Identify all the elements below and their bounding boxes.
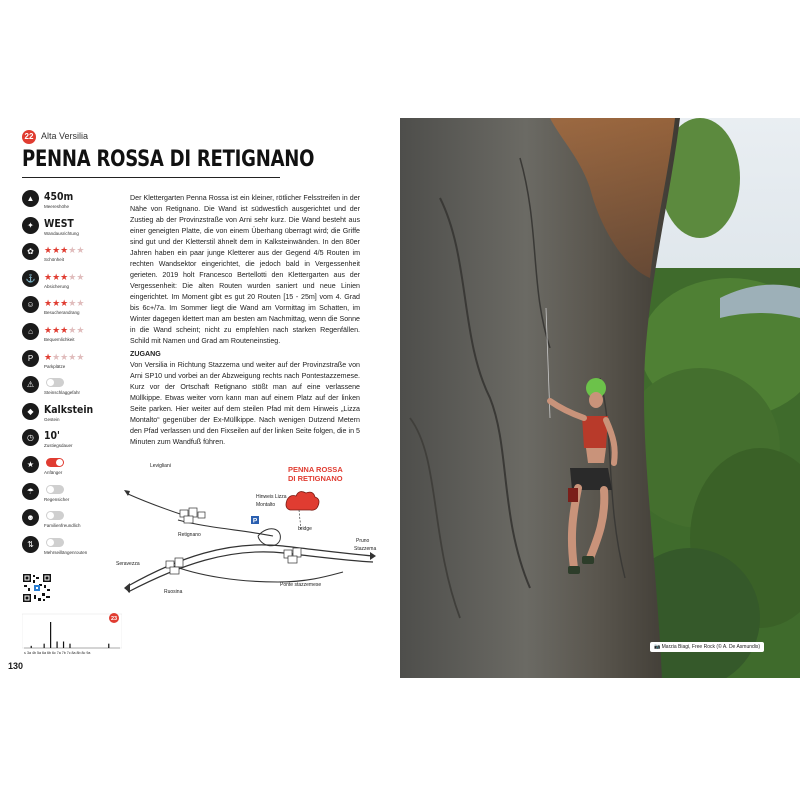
star-empty-icon: ★ (76, 298, 85, 309)
star-filled-icon: ★ (60, 245, 69, 256)
info-label: Familienfreundlich (44, 523, 81, 529)
info-row-steinschlaggefahr (22, 376, 122, 402)
info-row-besucherandrang (22, 296, 122, 322)
star-filled-icon: ★ (60, 325, 69, 335)
rockfall-icon: ⚠ (22, 376, 39, 393)
info-label: Gestein (44, 416, 60, 422)
climber-waist (586, 448, 606, 463)
info-label: Wandausrichtung (44, 230, 79, 236)
star-filled-icon: ★ (44, 271, 53, 282)
qr-code[interactable] (22, 573, 52, 603)
star-empty-icon: ★ (76, 351, 85, 362)
info-label: Regensicher (44, 496, 70, 502)
star-filled-icon: ★ (52, 245, 61, 256)
clock-icon: ◷ (22, 429, 39, 446)
photo-caption (650, 642, 764, 652)
star-rating (44, 325, 84, 336)
star-filled-icon: ★ (44, 298, 53, 309)
map-crag-label-2: DI RETIGNANO (288, 474, 343, 483)
info-label: Anfänger (44, 470, 63, 475)
protection-icon: ⚓ (22, 270, 39, 287)
section-number-badge: 22 (22, 130, 36, 144)
camera-icon: 📷 (654, 644, 662, 650)
star-empty-icon: ★ (68, 245, 77, 256)
chart-frame (22, 614, 122, 648)
road-main-2 (128, 552, 373, 592)
climber-head (589, 392, 603, 408)
map-crag-label-1: PENNA ROSSA (288, 465, 343, 474)
map-label-leviglioni: Levigliani (150, 463, 171, 469)
multipitch-icon: ⇅ (22, 536, 39, 553)
chart-tick-labels: ≤ 3a 4b 5a 6a 6b 6c 7a 7b 7c 8a 8b 8c 9a (24, 651, 91, 655)
star-empty-icon: ★ (52, 351, 61, 362)
page-title: PENNA ROSSA DI RETIGNANO (22, 147, 315, 172)
info-label: Schönheit (44, 257, 65, 263)
star-rating (44, 352, 84, 363)
info-label: Absicherung (44, 283, 70, 289)
toggle-indicator (46, 485, 64, 494)
star-filled-icon: ★ (44, 325, 53, 335)
info-label: Parkplätze (44, 363, 66, 369)
crag-marker-icon (286, 492, 319, 511)
climbing-shoe-right (582, 556, 594, 564)
village-ponte-icon (284, 548, 301, 563)
village-retignano-icon (180, 508, 205, 523)
gear-loop (568, 488, 578, 502)
title-divider (22, 177, 280, 178)
map-label-hinweis-1: Hinweis Lizza (256, 494, 287, 500)
info-label: Steinschlaggefahr (44, 390, 81, 396)
toggle-indicator (46, 458, 64, 467)
star-filled-icon: ★ (52, 298, 61, 309)
family-icon: ☻ (22, 509, 39, 526)
star-empty-icon: ★ (76, 245, 85, 256)
toggle-indicator (46, 378, 64, 387)
parking-icon: P (22, 350, 39, 367)
star-filled-icon: ★ (44, 245, 53, 256)
rock-icon: ◆ (22, 403, 39, 420)
map-label-bridge: bridge (298, 526, 312, 532)
road-ruosina (168, 564, 343, 582)
info-value: Kalkstein (44, 402, 94, 416)
body-text (130, 193, 360, 448)
info-row-bequemlichkeit (22, 323, 122, 349)
info-row-regensicher (22, 483, 122, 509)
info-row-meereshöhe (22, 190, 122, 216)
info-row-anfänger (22, 456, 122, 482)
info-row-schönheit (22, 243, 122, 269)
map-label-ruosina: Ruosina (164, 589, 183, 595)
info-row-gestein (22, 403, 122, 429)
star-empty-icon: ★ (68, 351, 77, 362)
star-empty-icon: ★ (76, 271, 85, 282)
road-loop (258, 529, 280, 546)
info-row-absicherung (22, 270, 122, 296)
map-label-seravezza: Seravezza (116, 561, 140, 567)
star-empty-icon: ★ (76, 325, 85, 335)
info-label: Zustiegsdauer (44, 443, 73, 449)
region-label: Alta Versilia (41, 131, 89, 141)
star-filled-icon: ★ (52, 325, 61, 335)
beginner-icon: ★ (22, 456, 39, 473)
info-label: Meereshöhe (44, 204, 70, 209)
star-filled-icon: ★ (60, 298, 69, 309)
info-row-parkplätze (22, 350, 122, 376)
info-value: WEST (44, 216, 74, 230)
road-leviglioni (128, 494, 186, 516)
star-rating (44, 245, 84, 256)
info-row-mehrseillängenrouten (22, 536, 122, 562)
arrow-pruno-icon (370, 552, 376, 560)
mountain-icon: ▲ (22, 190, 39, 207)
map-label-retignano: Retignano (178, 532, 201, 538)
info-label: Mehrseillängenrouten (44, 549, 88, 555)
star-empty-icon: ★ (60, 351, 69, 362)
parking-symbol: P (252, 517, 258, 525)
map-label-pruno-2: Stazzema (354, 546, 377, 552)
beauty-icon: ✿ (22, 243, 39, 260)
description-paragraph: Der Klettergarten Penna Rossa ist ein kleiner, rötlicher Felsstreifen in der Nähe von Retignano. Die Wand ist südwestlich ausgerichtet und der Zustieg ab der Provinzstraße von Arni sehr kurz. Die Wand besteht aus einer geneigten Platte, die von einem Überhang überragt wird; die Griffe sind gut und der Kletterstil ähnelt dem in Kalksteinwänden. In den 80er Jahren haben ein paar junge Kletterer aus der Gegend 4/5 Routen im rechten Wandsektor eingerichtet, die jedoch bald in Vergessenheit gerieten. 2019 holt Francesco Bertellotti den Klettergarten aus der Vergessenheit: Die alten Routen wurden saniert und neue Linien eingerichtet. Im Moment gibt es gut 20 Routen [15 - 25m] vom 4. Grad bis 6c+/7a. Im Sommer liegt die Wand am Vormittag im Schatten, im Winter dagegen klettert man am besten am Nachmittag, wenn die Sonne in die Wand scheint; nicht zu empfehlen nach starken Regenfällen. Schild mit Namen und Grad am Routeneinstieg. (130, 194, 360, 345)
star-empty-icon: ★ (68, 325, 77, 335)
info-row-zustiegsdauer (22, 429, 122, 455)
approach-map (108, 458, 398, 603)
info-label: Bequemlichkeit (44, 337, 75, 342)
star-filled-icon: ★ (52, 271, 61, 282)
access-paragraph: Von Versilia in Richtung Stazzema und weiter auf der Provinzstraße von Arni SP10 und vorbei an der Abzweigung rechts nach Pontestazzemese. Kurz vor der Ortschaft Retignano stößt man auf eine verlassene Müllkippe. Etwas weiter vorn kann man auf einem Platz auf der linken Seite parken. Hier weiter auf dem steilen Pfad mit dem Hinweis „Lizza Montalto“ gegenüber der Ex-Müllkippe. Nach wenigen Dutzend Metern den Pfad verlassen und den Fixseilen auf der linken Seite folgen, die in 5 Minuten zum Wandfuß führen. (130, 361, 360, 446)
climbing-shoe-left (568, 566, 580, 574)
star-rating (44, 272, 84, 283)
map-label-pruno-1: Pruno (356, 538, 370, 544)
star-filled-icon: ★ (60, 271, 69, 282)
info-value: 10' (44, 429, 60, 443)
comfort-icon: ⌂ (22, 323, 39, 340)
grade-distribution-chart (22, 612, 122, 662)
rain-icon: ☂ (22, 483, 39, 500)
star-filled-icon: ★ (44, 351, 53, 362)
map-label-ponte: Ponte stazzemese (280, 582, 322, 588)
info-label: Besucherandrang (44, 310, 80, 316)
map-label-hinweis-2: Montalto (256, 502, 276, 508)
arrow-leviglioni-icon (124, 490, 130, 496)
star-empty-icon: ★ (68, 271, 77, 282)
info-row-familienfreundlich (22, 509, 122, 535)
info-value: 450m (44, 190, 74, 203)
star-rating (44, 298, 84, 309)
page-number: 130 (8, 661, 24, 671)
chart-total-label: 23 (110, 616, 118, 622)
compass-icon: ✦ (22, 217, 39, 234)
climbing-photo (400, 118, 800, 678)
photo-caption-text: Marzia Biagi, Free Rock (© A. De Asmundis) (661, 644, 761, 650)
crowd-icon: ☺ (22, 296, 39, 313)
arrow-seravezza-icon (124, 583, 130, 593)
road-main (128, 545, 373, 586)
star-empty-icon: ★ (68, 298, 77, 309)
toggle-indicator (46, 538, 64, 547)
access-heading: ZUGANG (130, 350, 161, 358)
info-row-wandausrichtung (22, 217, 122, 243)
toggle-indicator (46, 511, 64, 520)
photo-illustration (400, 118, 800, 678)
